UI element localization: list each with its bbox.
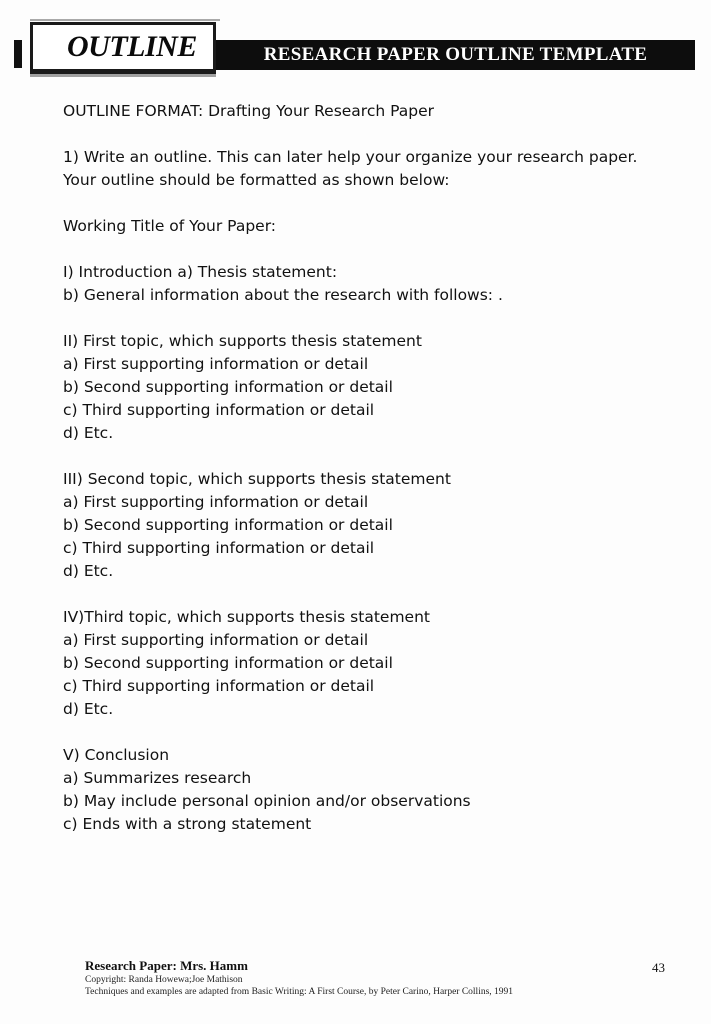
section-line: d) Etc.	[63, 562, 114, 580]
section-first-topic	[63, 330, 683, 445]
section-introduction	[63, 261, 683, 307]
section-line: b) Second supporting information or detail	[63, 378, 393, 396]
section-line: d) Etc.	[63, 700, 114, 718]
format-heading: OUTLINE FORMAT: Drafting Your Research Paper	[63, 102, 435, 120]
footer-title: Research Paper: Mrs. Hamm	[85, 958, 248, 973]
outline-label-box	[30, 22, 216, 74]
section-line: a) Summarizes research	[63, 769, 252, 787]
section-third-topic	[63, 606, 683, 721]
outline-label: OUTLINE	[67, 30, 197, 63]
section-line: c) Third supporting information or detail	[63, 539, 375, 557]
section-heading: II) First topic, which supports thesis statement	[63, 332, 422, 350]
banner-title: RESEARCH PAPER OUTLINE TEMPLATE	[263, 44, 648, 65]
section-line: b) Second supporting information or detail	[63, 654, 393, 672]
intro-line-1: 1) Write an outline. This can later help your organize your research paper.	[63, 148, 638, 166]
section-line: I) Introduction a) Thesis statement:	[63, 263, 338, 281]
header-banner	[216, 40, 695, 70]
section-heading: IV)Third topic, which supports thesis statement	[63, 608, 430, 626]
section-line: c) Third supporting information or detail	[63, 677, 375, 695]
footer-copyright: Copyright: Randa Howewa;Joe Mathison	[85, 975, 243, 985]
section-line: c) Third supporting information or detail	[63, 401, 375, 419]
section-heading: V) Conclusion	[63, 746, 170, 764]
header-underline	[30, 74, 216, 77]
page-footer	[85, 958, 665, 998]
page-number: 43	[652, 960, 665, 975]
section-conclusion	[63, 744, 683, 836]
section-line: a) First supporting information or detail	[63, 493, 369, 511]
section-line: a) First supporting information or detail	[63, 355, 369, 373]
section-line: b) Second supporting information or detail	[63, 516, 393, 534]
working-title: Working Title of Your Paper:	[63, 217, 277, 235]
section-second-topic	[63, 468, 683, 583]
section-line: d) Etc.	[63, 424, 114, 442]
outline-content	[63, 100, 683, 836]
footer-credit: Techniques and examples are adapted from Basic Writing: A First Course, by Peter Carino, Harper Collins, 1991	[85, 987, 514, 997]
header-left-bar	[14, 40, 22, 68]
section-line: c) Ends with a strong statement	[63, 815, 312, 833]
section-line: a) First supporting information or detail	[63, 631, 369, 649]
section-line: b) General information about the research with follows: .	[63, 286, 503, 304]
section-heading: III) Second topic, which supports thesis statement	[63, 470, 451, 488]
section-line: b) May include personal opinion and/or observations	[63, 792, 471, 810]
intro-line-2: Your outline should be formatted as shown below:	[63, 171, 450, 189]
